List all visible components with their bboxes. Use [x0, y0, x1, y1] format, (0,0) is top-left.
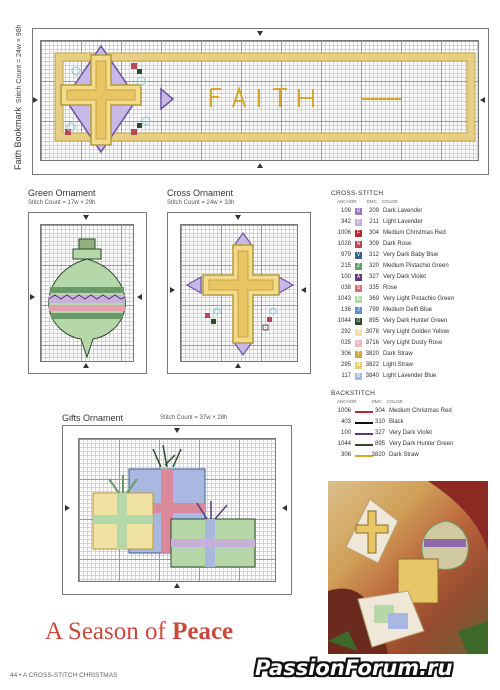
symbol-swatch: L — [355, 340, 362, 347]
key-row — [331, 450, 496, 461]
watermark: PassionForum.ru — [255, 656, 453, 680]
cross-ornament-chart — [180, 224, 298, 362]
symbol-swatch: U — [356, 208, 361, 214]
key-row — [331, 239, 496, 250]
anchor-number: 1028 — [337, 241, 351, 247]
photo-illustration — [328, 481, 488, 654]
color-name: Medium Delft Blue — [383, 307, 433, 313]
gifts-ornament-title: Gifts Ornament — [62, 413, 124, 423]
dmc-number: 895 — [368, 318, 379, 324]
gifts-ornament-design — [79, 439, 275, 581]
key-row — [331, 283, 496, 294]
bookmark-arrow-bottom — [257, 163, 263, 168]
symbol-swatch: J — [355, 307, 362, 314]
bookmark-arrow-right — [480, 97, 485, 103]
dmc-number: 3716 — [365, 340, 379, 346]
key-row — [331, 305, 496, 316]
symbol-swatch: F — [356, 230, 361, 236]
dmc-number: 3840 — [365, 373, 379, 379]
green-ornament-chart — [40, 224, 134, 362]
dmc-number: 309 — [368, 241, 379, 247]
key-row — [331, 261, 496, 272]
color-name: Dark Straw — [389, 452, 419, 458]
dmc-number: 895 — [374, 441, 385, 447]
anchor-number: 292 — [340, 329, 351, 335]
backstitch-rows — [331, 406, 496, 461]
cross-ornament-stitch-count: Stitch Count = 24w × 33h — [167, 200, 235, 206]
anchor-number: 038 — [340, 285, 351, 291]
col-dmc: DMC — [366, 199, 377, 204]
dmc-number: 304 — [374, 408, 385, 414]
key-row — [331, 371, 496, 382]
col-anchor: ANCHOR — [337, 199, 357, 204]
anchor-number: 1044 — [337, 441, 351, 447]
col-anchor: ANCHOR — [337, 399, 357, 404]
dmc-number: 320 — [368, 263, 379, 269]
color-name: Rose — [383, 285, 398, 291]
symbol-swatch: Y — [356, 329, 361, 335]
ornaments-photo — [328, 481, 488, 654]
color-name: Very Dark Baby Blue — [383, 252, 439, 258]
anchor-number: 1006 — [337, 230, 351, 236]
gifts-ornament-arrow-right — [282, 505, 287, 511]
bookmark-stitch-count: Stitch Count = 24w × 98h — [16, 24, 23, 104]
anchor-number: 100 — [340, 430, 351, 436]
key-row — [331, 294, 496, 305]
gifts-ornament-stitch-count: Stitch Count = 37w × 28h — [160, 415, 228, 421]
dmc-number: 369 — [368, 296, 379, 302]
symbol-swatch: A — [356, 274, 361, 280]
anchor-number: 1044 — [337, 318, 351, 324]
gifts-ornament-arrow-left — [65, 505, 70, 511]
green-ornament-design — [41, 225, 133, 361]
dmc-number: 327 — [368, 274, 379, 280]
gifts-ornament-arrow-bottom — [174, 583, 180, 588]
dmc-number: 312 — [368, 252, 379, 258]
key-row — [331, 316, 496, 327]
green-ornament-title: Green Ornament — [28, 188, 96, 198]
green-ornament-arrow-bottom — [83, 363, 89, 368]
green-ornament-arrow-left — [30, 294, 35, 300]
key-row — [331, 360, 496, 371]
gifts-ornament-arrow-top — [174, 428, 180, 433]
key-row — [331, 338, 496, 349]
color-name: Very Dark Hunter Green — [389, 441, 454, 447]
color-name: Medium Christmas Red — [389, 408, 452, 414]
cross-stitch-key — [331, 190, 496, 382]
green-ornament-stitch-count: Stitch Count = 17w × 29h — [28, 200, 96, 206]
symbol-swatch: B — [356, 373, 361, 379]
anchor-number: 403 — [340, 419, 351, 425]
dmc-number: 3820 — [371, 452, 385, 458]
anchor-number: 306 — [340, 351, 351, 357]
cross-stitch-rows — [331, 206, 496, 382]
heading-pre: A Season of — [45, 618, 166, 645]
anchor-number: 295 — [340, 362, 351, 368]
anchor-number: 1006 — [337, 408, 351, 414]
bookmark-label — [13, 24, 23, 170]
cross-stitch-columns — [337, 199, 496, 204]
color-name: Dark Lavender — [383, 208, 423, 214]
col-color: COLOR — [381, 199, 398, 204]
anchor-number: 136 — [340, 307, 351, 313]
color-name: Light Lavender Blue — [383, 373, 437, 379]
symbol-swatch: E — [356, 296, 361, 302]
symbol-swatch: Z — [356, 263, 361, 269]
color-name: Very Dark Hunter Green — [383, 318, 448, 324]
key-row — [331, 428, 496, 439]
dmc-number: 335 — [368, 285, 379, 291]
green-ornament-arrow-right — [137, 294, 142, 300]
cross-ornament-design — [181, 225, 297, 361]
dmc-number: 799 — [368, 307, 379, 313]
bookmark-title: Faith Bookmark — [13, 106, 23, 170]
dmc-number: 327 — [374, 430, 385, 436]
anchor-number: 117 — [341, 373, 351, 379]
key-row — [331, 217, 496, 228]
color-name: Light Straw — [383, 362, 414, 368]
symbol-swatch: T — [356, 351, 361, 357]
color-name: Very Light Pistachio Green — [383, 296, 455, 302]
color-name: Dark Rose — [383, 241, 412, 247]
symbol-swatch: N — [356, 241, 361, 247]
dmc-number: 310 — [374, 419, 385, 425]
col-dmc: DMC — [371, 399, 382, 404]
key-row — [331, 250, 496, 261]
dmc-number: 304 — [368, 230, 379, 236]
color-name: Black — [389, 419, 404, 425]
color-name: Light Lavender — [383, 219, 423, 225]
col-color: COLOR — [386, 399, 403, 404]
cross-ornament-title: Cross Ornament — [167, 188, 234, 198]
color-name: Very Dark Violet — [383, 274, 426, 280]
anchor-number: 1043 — [337, 296, 351, 302]
key-row — [331, 439, 496, 450]
anchor-number: 215 — [340, 263, 351, 269]
cross-stitch-heading: CROSS-STITCH — [331, 190, 384, 197]
symbol-swatch: R — [356, 362, 361, 368]
symbol-swatch: V — [356, 252, 361, 258]
dmc-number: 211 — [369, 219, 379, 225]
key-row — [331, 349, 496, 360]
cross-ornament-arrow-bottom — [235, 363, 241, 368]
anchor-number: 100 — [340, 274, 351, 280]
backstitch-key — [331, 390, 496, 461]
bookmark-chart — [40, 40, 479, 161]
dmc-number: 3820 — [365, 351, 379, 357]
color-name: Very Light Golden Yellow — [383, 329, 450, 335]
anchor-number: 342 — [340, 219, 351, 225]
symbol-swatch: C — [356, 219, 361, 225]
symbol-swatch: O — [356, 318, 361, 324]
dmc-number: 3078 — [365, 329, 379, 335]
key-row — [331, 406, 496, 417]
key-row — [331, 228, 496, 239]
backstitch-columns — [337, 399, 496, 404]
cross-ornament-arrow-right — [301, 287, 306, 293]
page-folio: 44 • A CROSS-STITCH CHRISTMAS — [10, 672, 118, 679]
color-name: Dark Straw — [383, 351, 413, 357]
key-row — [331, 206, 496, 217]
bookmark-arrow-top — [257, 31, 263, 36]
backstitch-heading: BACKSTITCH — [331, 390, 376, 397]
cross-ornament-arrow-top — [235, 215, 241, 220]
page-heading — [45, 618, 233, 646]
color-name: Very Dark Violet — [389, 430, 432, 436]
gifts-ornament-chart — [78, 438, 276, 582]
dmc-number: 209 — [368, 208, 379, 214]
color-name: Very Light Dusty Rose — [383, 340, 443, 346]
heading-bold: Peace — [172, 618, 234, 645]
cross-ornament-arrow-left — [170, 287, 175, 293]
key-row — [331, 272, 496, 283]
symbol-swatch: S — [356, 285, 361, 291]
anchor-number: 025 — [340, 340, 351, 346]
bookmark-arrow-left — [33, 97, 38, 103]
anchor-number: 979 — [340, 252, 351, 258]
key-row — [331, 417, 496, 428]
color-name: Medium Christmas Red — [383, 230, 446, 236]
anchor-number: 306 — [340, 452, 351, 458]
bookmark-design — [41, 41, 478, 160]
color-name: Medium Pistachio Green — [383, 263, 449, 269]
key-row — [331, 327, 496, 338]
green-ornament-arrow-top — [83, 215, 89, 220]
dmc-number: 3822 — [365, 362, 379, 368]
anchor-number: 109 — [340, 208, 351, 214]
